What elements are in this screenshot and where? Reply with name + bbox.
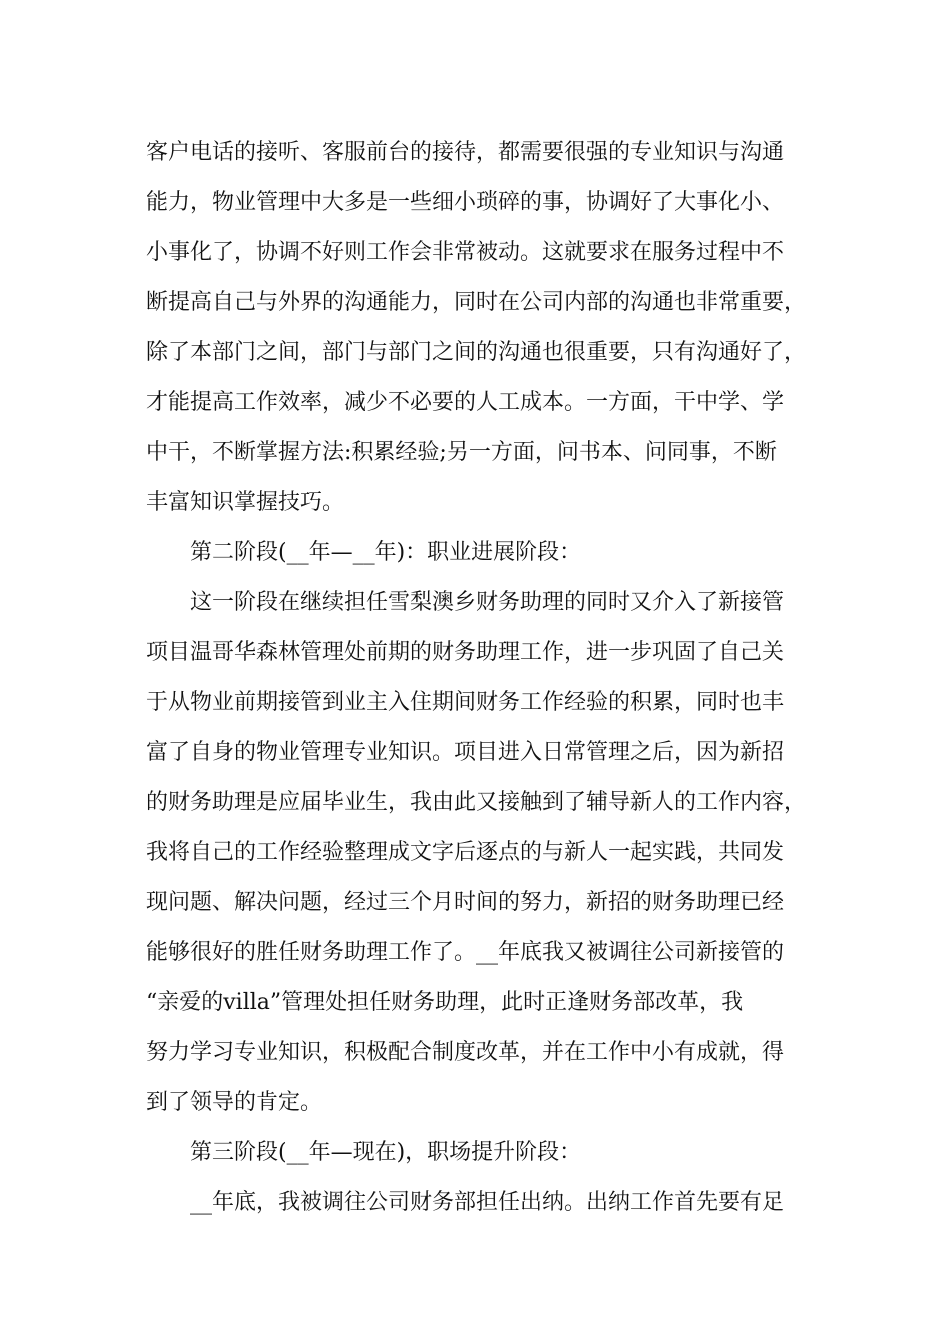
paragraph-line: __年底，我被调往公司财务部担任出纳。出纳工作首先要有足: [190, 1190, 785, 1215]
paragraph-line: 富了自身的物业管理专业知识。项目进入日常管理之后，因为新招: [146, 740, 785, 765]
paragraph-line: 我将自己的工作经验整理成文字后逐点的与新人一起实践，共同发: [146, 840, 785, 865]
section-heading-stage-two: 第二阶段(__年—__年)：职业进展阶段：: [190, 540, 582, 565]
paragraph-line: 能力，物业管理中大多是一些细小琐碎的事，协调好了大事化小、: [146, 190, 785, 215]
paragraph-line: 才能提高工作效率，减少不必要的人工成本。一方面，干中学、学: [146, 390, 785, 415]
document-body: [146, 128, 826, 1228]
paragraph-line: 的财务助理是应届毕业生，我由此又接触到了辅导新人的工作内容，: [146, 790, 807, 815]
paragraph-line: 小事化了，协调不好则工作会非常被动。这就要求在服务过程中不: [146, 240, 785, 265]
paragraph-line: 努力学习专业知识，积极配合制度改革，并在工作中小有成就，得: [146, 1040, 785, 1065]
paragraph-line: 除了本部门之间，部门与部门之间的沟通也很重要，只有沟通好了，: [146, 340, 807, 365]
paragraph-line: 客户电话的接听、客服前台的接待，都需要很强的专业知识与沟通: [146, 140, 785, 165]
paragraph-line: 到了领导的肯定。: [146, 1090, 323, 1115]
paragraph-line: 中干，不断掌握方法:积累经验;另一方面，问书本、问同事，不断: [146, 440, 777, 465]
paragraph-line: 能够很好的胜任财务助理工作了。__年底我又被调往公司新接管的: [146, 940, 785, 965]
paragraph-line: 断提高自己与外界的沟通能力，同时在公司内部的沟通也非常重要，: [146, 290, 807, 315]
paragraph-line: 现问题、解决问题，经过三个月时间的努力，新招的财务助理已经: [146, 890, 785, 915]
paragraph-line: 项目温哥华森林管理处前期的财务助理工作，进一步巩固了自己关: [146, 640, 785, 665]
paragraph-line: 丰富知识掌握技巧。: [146, 490, 345, 515]
paragraph-line: 这一阶段在继续担任雪梨澳乡财务助理的同时又介入了新接管: [190, 590, 785, 615]
section-heading-stage-three: 第三阶段(__年—现在)，职场提升阶段：: [190, 1140, 582, 1165]
paragraph-line: “亲爱的villa”管理处担任财务助理，此时正逢财务部改革，我: [146, 990, 744, 1015]
paragraph-line: 于从物业前期接管到业主入住期间财务工作经验的积累，同时也丰: [146, 690, 785, 715]
